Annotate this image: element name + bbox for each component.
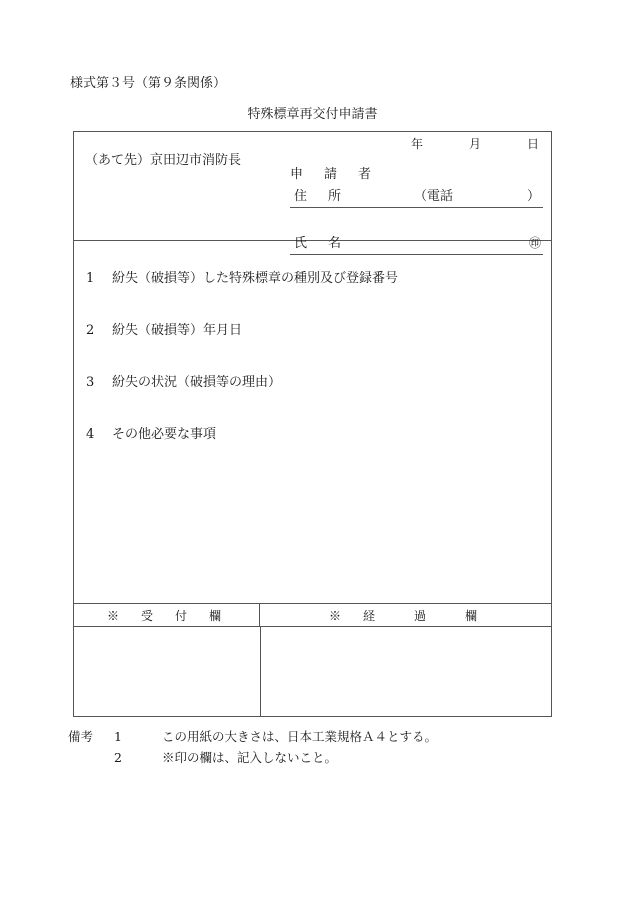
note-row-1: [68, 726, 437, 747]
telephone-close-paren: ）: [526, 189, 540, 204]
form-item-1-number: 1: [86, 271, 95, 286]
note-row-2: [68, 747, 437, 768]
note-2-text: ※印の欄は、記入しないこと。: [162, 750, 338, 765]
date-day-label: 日: [527, 137, 540, 151]
applicant-label: 申 請 者: [290, 167, 376, 182]
notes-label: 備考: [68, 729, 94, 744]
addressee-label: （あて先）京田辺市消防長: [85, 153, 242, 168]
official-use-header-row: [74, 603, 551, 627]
form-item-2[interactable]: [86, 321, 242, 341]
date-year-label: 年: [411, 137, 424, 151]
receipt-column-header: [74, 604, 260, 626]
form-item-1[interactable]: [86, 269, 398, 289]
form-body-region: [74, 241, 551, 603]
application-form-box: [73, 131, 552, 717]
process-column-header-text: ※ 経 過 欄: [328, 608, 482, 623]
seal-icon: ㊞: [528, 236, 541, 250]
form-item-4[interactable]: [86, 425, 216, 445]
address-label: 住 所: [294, 189, 346, 204]
name-label: 氏 名: [294, 236, 346, 251]
applicant-header-region: [74, 132, 551, 251]
note-1-number: 1: [114, 729, 122, 744]
form-item-3-text: 紛失の状況（破損等の理由）: [112, 375, 282, 390]
document-title: 特殊標章再交付申請書: [247, 107, 378, 122]
form-number-label: 様式第３号（第９条関係）: [70, 76, 227, 91]
form-notes: [68, 726, 437, 768]
form-item-4-number: 4: [86, 427, 95, 442]
form-item-2-text: 紛失（破損等）年月日: [112, 323, 243, 338]
process-column-header: [260, 604, 551, 626]
form-item-1-text: 紛失（破損等）した特殊標章の種別及び登録番号: [112, 271, 399, 286]
address-field-row[interactable]: [290, 185, 543, 208]
telephone-label: （電話: [414, 189, 454, 204]
official-use-column-divider: [260, 627, 261, 716]
note-2-number: 2: [114, 750, 122, 765]
date-month-label: 月: [469, 137, 482, 151]
date-line: [411, 135, 541, 153]
form-item-3[interactable]: [86, 373, 281, 393]
form-item-2-number: 2: [86, 323, 95, 338]
form-item-3-number: 3: [86, 375, 95, 390]
note-1-text: この用紙の大きさは、日本工業規格Ａ４とする。: [162, 729, 438, 744]
form-item-4-text: その他必要な事項: [112, 427, 217, 442]
official-use-body: [74, 627, 551, 716]
receipt-column-header-text: ※ 受 付 欄: [106, 608, 226, 623]
